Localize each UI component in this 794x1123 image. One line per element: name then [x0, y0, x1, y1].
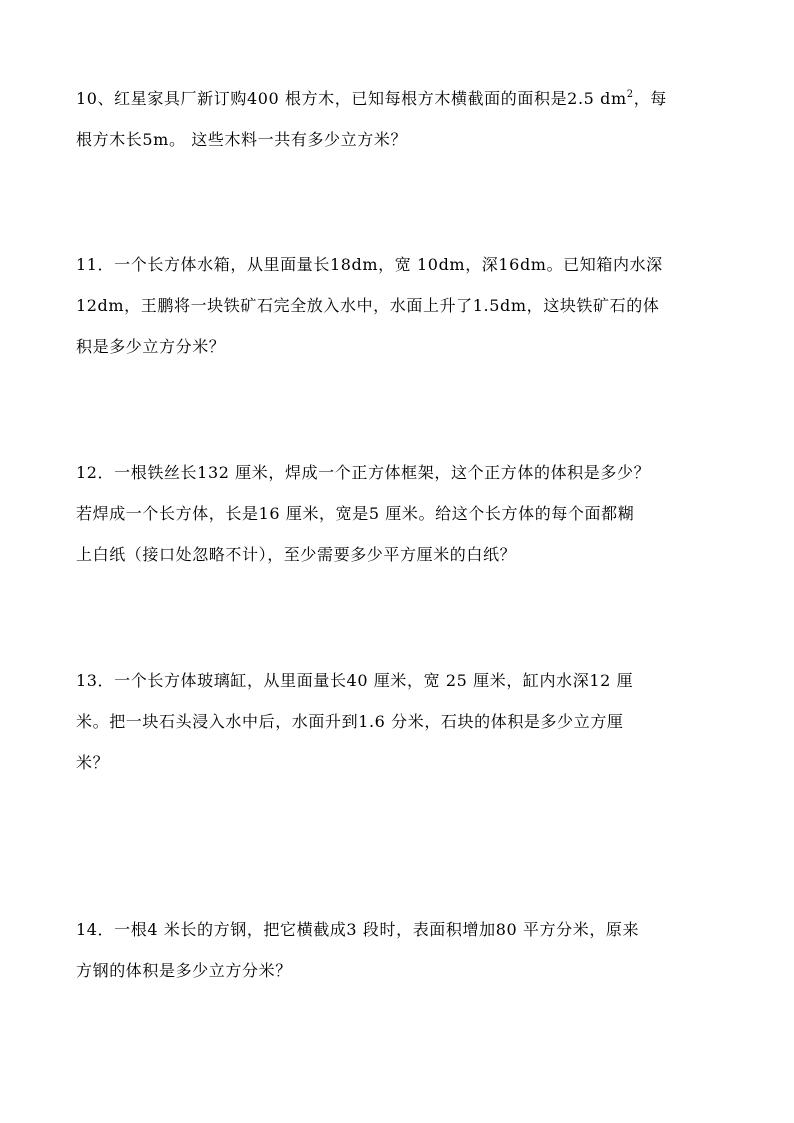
question-13 — [76, 660, 728, 783]
question-12 — [76, 452, 728, 575]
question-line: 方钢的体积是多少立方分米？ — [76, 961, 292, 980]
question-line: 米。把一块石头浸入水中后，水面升到1.6 分米，石块的体积是多少立方厘 — [76, 712, 624, 731]
question-11 — [76, 244, 728, 367]
question-line: 根方木长5m。 这些木料一共有多少立方米？ — [76, 130, 408, 149]
question-line: 12dm，王鹏将一块铁矿石完全放入水中，水面上升了1.5dm，这块铁矿石的体 — [76, 296, 660, 315]
question-10 — [76, 78, 728, 160]
question-line: 积是多少立方分米？ — [76, 337, 226, 356]
question-line — [76, 78, 728, 119]
question-line: 11．一个长方体水箱，从里面量长18dm，宽 10dm，深16dm。已知箱内水深 — [76, 255, 663, 274]
superscript-exponent: 2 — [626, 89, 634, 100]
question-line: 米？ — [76, 753, 110, 772]
question-14 — [76, 909, 728, 991]
question-line: 13．一个长方体玻璃缸，从里面量长40 厘米，宽 25 厘米，缸内水深12 厘 — [76, 671, 634, 690]
question-line: 12．一根铁丝长132 厘米，焊成一个正方体框架，这个正方体的体积是多少？ — [76, 463, 651, 482]
question-line: 上白纸（接口处忽略不计），至少需要多少平方厘米的白纸？ — [76, 545, 517, 564]
question-text: ，每 — [633, 89, 667, 108]
question-line: 若焊成一个长方体，长是16 厘米，宽是5 厘米。给这个长方体的每个面都糊 — [76, 504, 635, 523]
question-line: 14．一根4 米长的方钢，把它横截成3 段时，表面积增加80 平方分米，原来 — [76, 920, 640, 939]
question-text: 10、红星家具厂新订购400 根方木，已知每根方木横截面的面积是2.5 dm — [76, 89, 627, 108]
